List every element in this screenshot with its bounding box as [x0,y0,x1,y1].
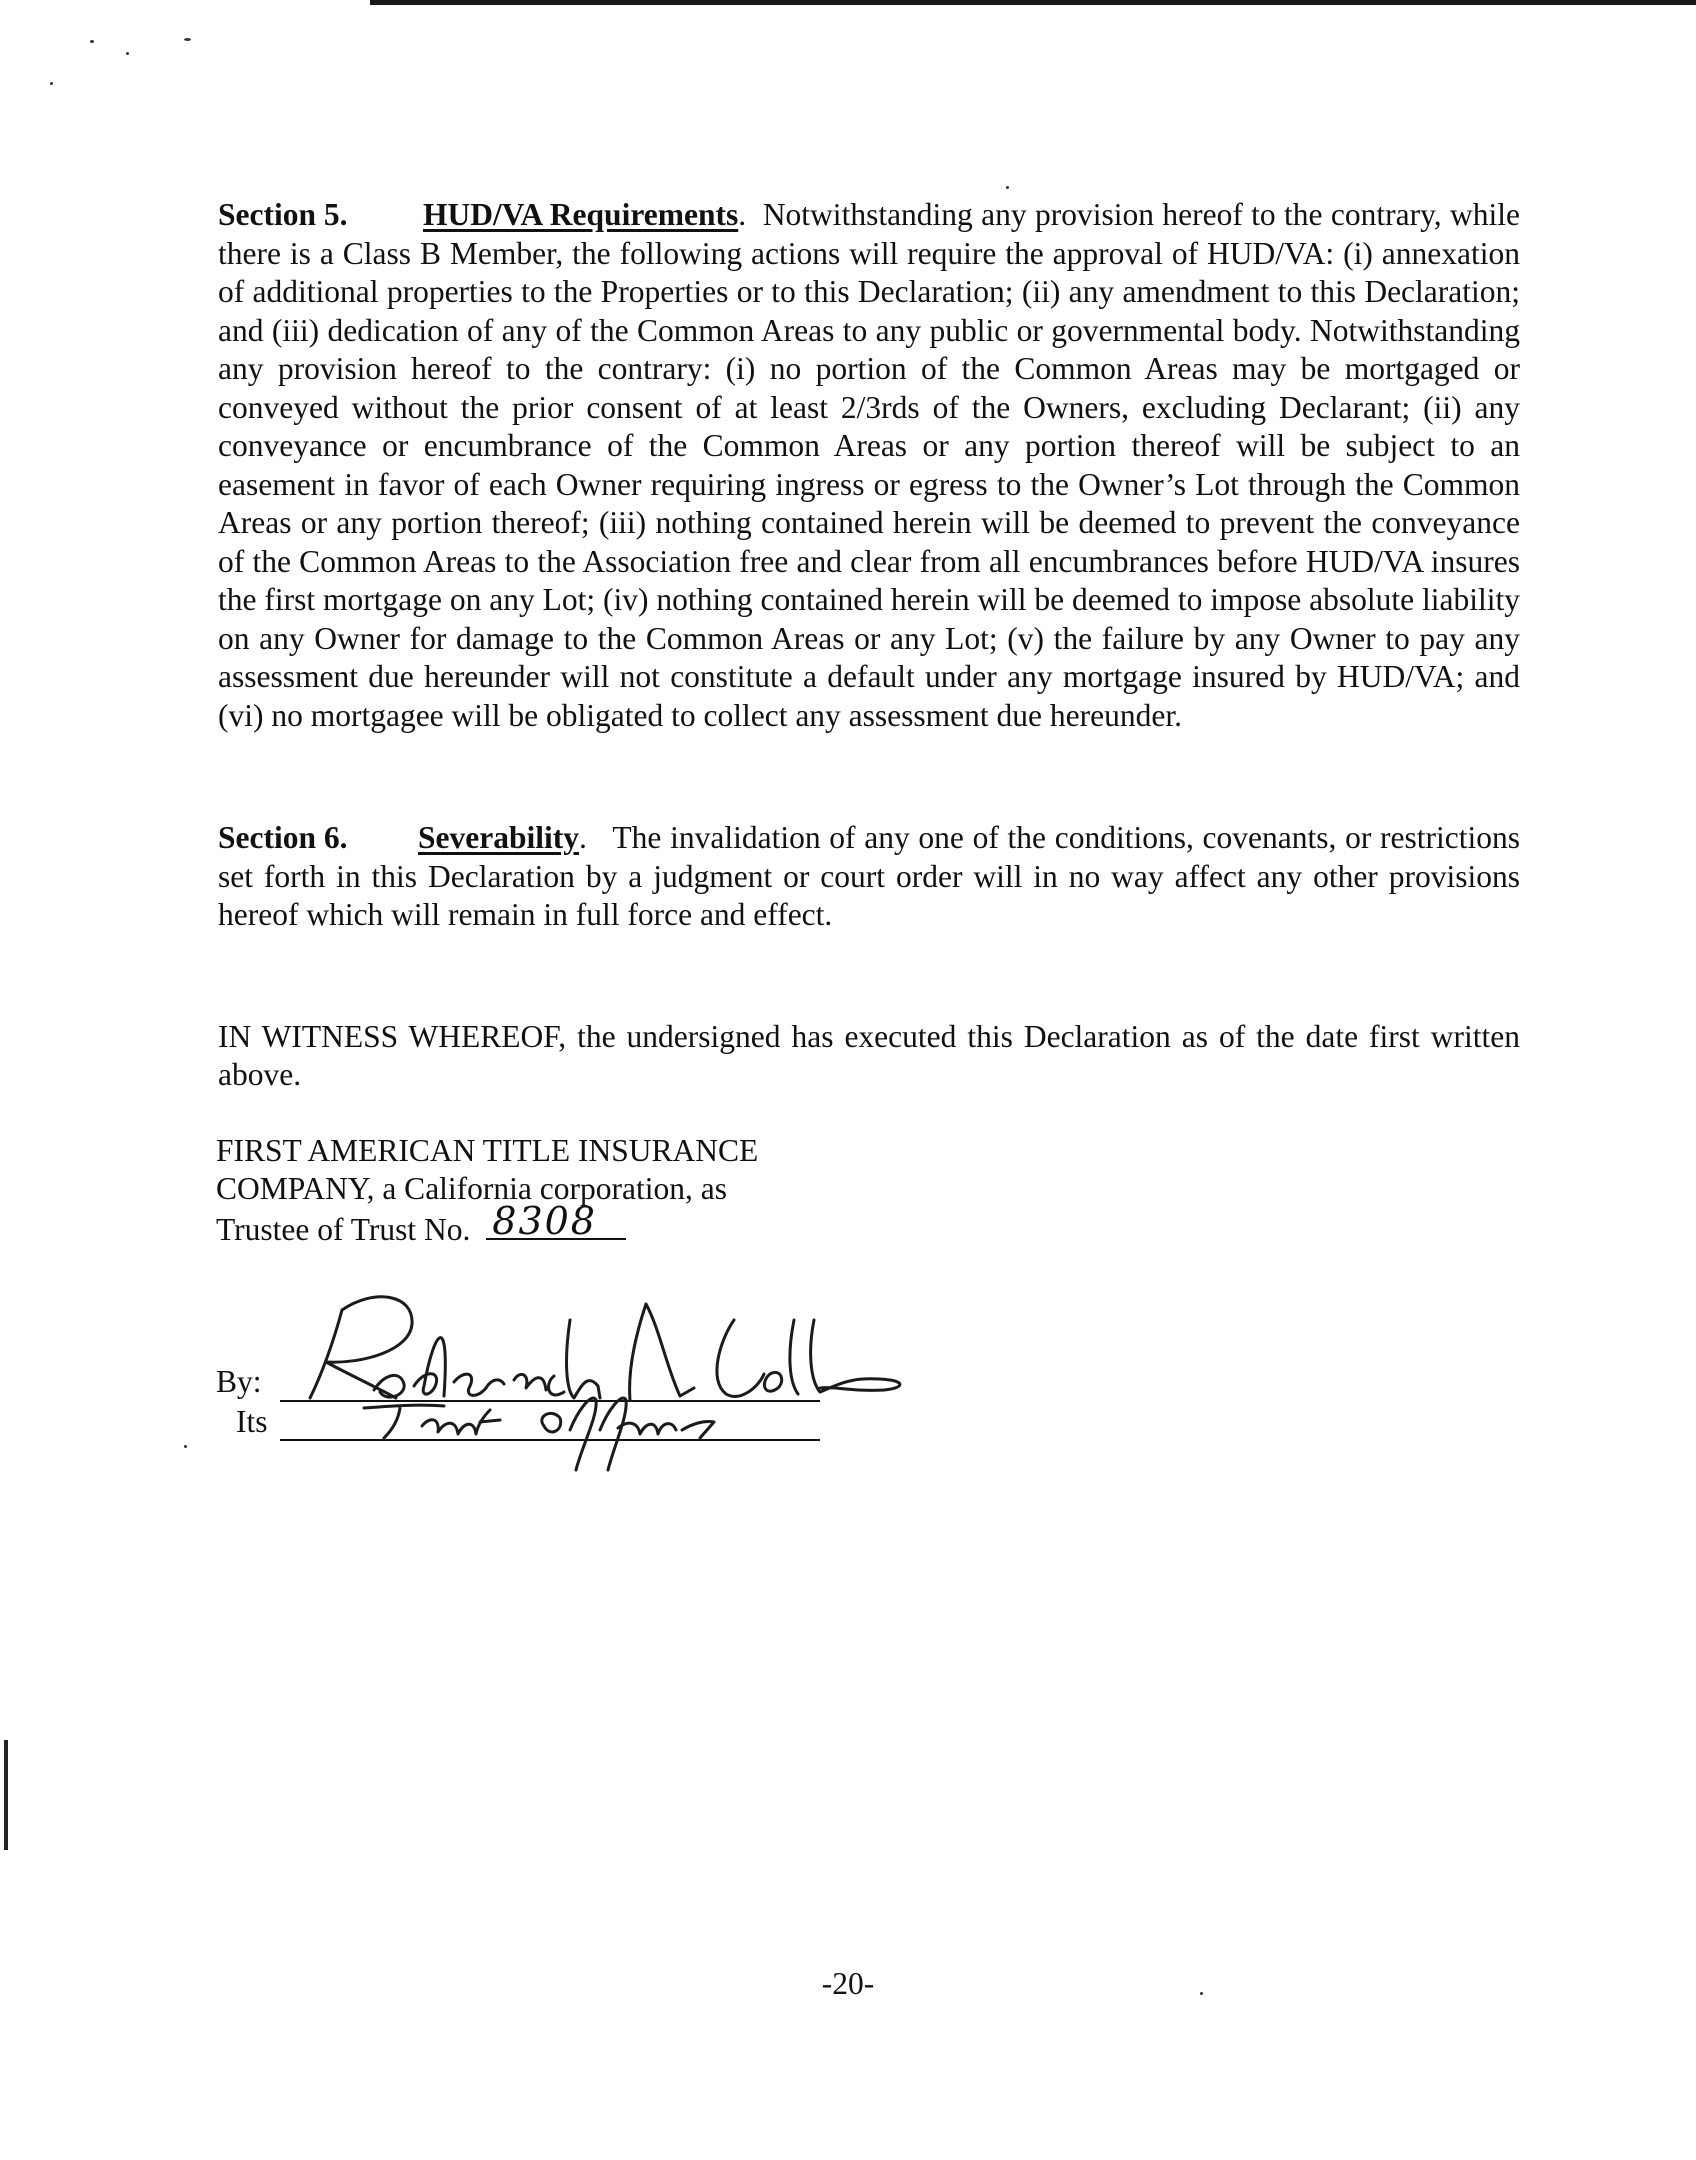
scan-edge-mark [4,1740,8,1850]
trust-number-label: Trustee of Trust No. [216,1212,471,1247]
section-6-heading: Severability [418,820,579,855]
trustee-line-1: FIRST AMERICAN TITLE INSURANCE [216,1133,759,1168]
trust-number-field [486,1199,626,1243]
signature-stroke [310,1297,600,1398]
section-6-paragraph: Section 6. Severability. The invalidation of any one of the conditions, covenants, or restrictions set forth in this Declaration by a judgment or court order will in no way affect any other provisions hereof which will remain in full force and effect. [218,820,1520,932]
handwritten-signature-icon [214,1270,914,1490]
trustee-line-3 [216,1199,758,1249]
scan-speck [184,1445,187,1448]
scan-speck [126,52,129,55]
section-5-heading: HUD/VA Requirements [423,197,739,232]
trust-number-handwritten: 8308 [492,1199,597,1243]
trustee-line-2: COMPANY, a California corporation, as [216,1171,727,1206]
by-label: By: [216,1364,262,1399]
signature-stroke [364,1405,500,1438]
scan-speck [50,82,53,85]
section-6-body: The invalidation of any one of the conditions, covenants, or restrictions set forth in this Declaration by a judgment or court order will in no way affect any other provisions hereof which will remain in full force and effect. [218,820,1520,932]
section-5-body: Notwithstanding any provision hereof to the contrary, while there is a Class B Member, the following actions will require the approval of HUD/VA: (i) annexation of additional properties to the Properties or to this Declaration; (ii) any amendment to this Declaration; and (iii) dedication of any of the Common Areas to any public or governmental body. Notwithstanding any provision hereof to the contrary: (i) no portion of the Common Areas may be mortgaged or conveyed without the prior consent of at least 2/3rds of the Owners, excluding Declarant; (ii) any conveyance or encumbrance of the Common Areas or any portion thereof will be subject to an easement in favor of each Owner requiring ingress or egress to the Owner’s Lot through the Common Areas or any portion thereof; (iii) nothing contained herein will be deemed to prevent the conveyance of the Common Areas to the Association free and clear from all encumbrances before HUD/VA insures the first mortgage on any Lot; (iv) nothing contained herein will be deemed to impose absolute liability on any Owner for damage to the Common Areas or any Lot; (v) the failure by any Owner to pay any assessment due hereunder will not constitute a default under any mortgage insured by HUD/VA; and (vi) no mortgagee will be obligated to collect any assessment due hereunder. [218,197,1520,733]
signature-stroke [630,1304,694,1400]
top-scan-border [370,0,1696,5]
scan-speck [90,40,94,43]
page-number: -20- [821,1966,875,2001]
its-label: Its [236,1404,268,1439]
signature-stroke [542,1398,714,1470]
signature-stroke [717,1320,900,1396]
section-6-number: Section 6. [218,820,348,855]
trustee-block [216,1132,758,1249]
witness-clause: IN WITNESS WHEREOF, the undersigned has executed this Declaration as of the date first written above. [218,1019,1520,1092]
section-5-number: Section 5. [218,197,348,232]
scan-speck [1006,186,1009,189]
signature-block [214,1270,914,1490]
scan-speck [184,38,191,41]
section-5-paragraph: Section 5. HUD/VA Requirements. Notwithstanding any provision hereof to the contrary, while there is a Class B Member, the following actions will require the approval of HUD/VA: (i) annexation of additional properties to the Properties or to this Declaration; (ii) any amendment to this Declaration; and (iii) dedication of any of the Common Areas to any public or governmental body. Notwithstanding any provision hereof to the contrary: (i) no portion of the Common Areas may be mortgaged or conveyed without the prior consent of at least 2/3rds of the Owners, excluding Declarant; (ii) any conveyance or encumbrance of the Common Areas or any portion thereof will be subject to an easement in favor of each Owner requiring ingress or egress to the Owner’s Lot through the Common Areas or any portion thereof; (iii) nothing contained herein will be deemed to prevent the conveyance of the Common Areas to the Association free and clear from all encumbrances before HUD/VA insures the first mortgage on any Lot; (iv) nothing contained herein will be deemed to impose absolute liability on any Owner for damage to the Common Areas or any Lot; (v) the failure by any Owner to pay any assessment due hereunder will not constitute a default under any mortgage insured by HUD/VA; and (vi) no mortgagee will be obligated to collect any assessment due hereunder. [218,197,1520,733]
